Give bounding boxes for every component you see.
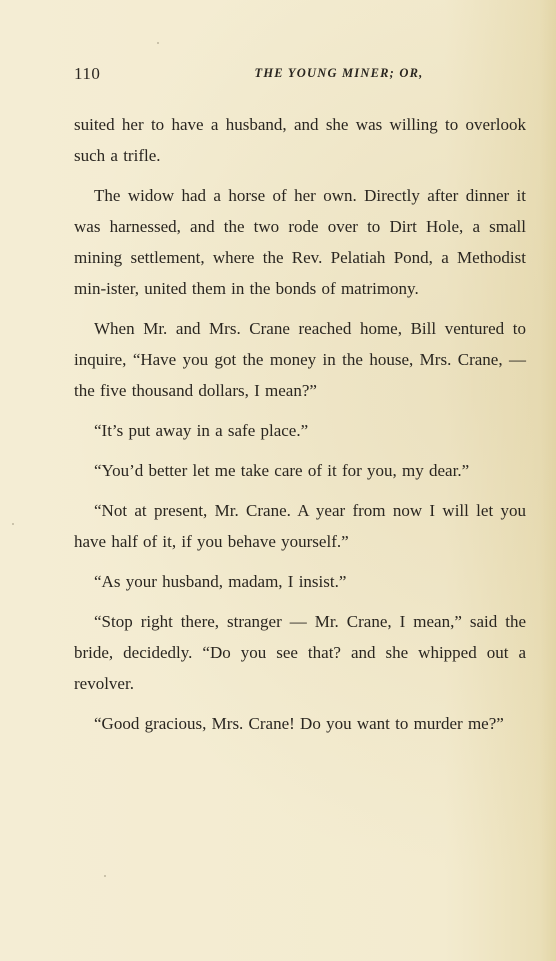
paragraph: suited her to have a husband, and she was willing to overlook such a trifle. bbox=[74, 115, 526, 165]
paragraph: When Mr. and Mrs. Crane reached home, Bill ventured to inquire, “Have you got the money in the house, Mrs. Crane, — the five thousand dollars, I mean?” bbox=[74, 319, 526, 400]
paragraph: “It’s put away in a safe place.” bbox=[94, 421, 309, 440]
paper-speck bbox=[157, 42, 159, 44]
page-number: 110 bbox=[74, 64, 101, 83]
paragraph: “Stop right there, stranger — Mr. Crane, I mean,” said the bride, decidedly. “Do you see that? and she whipped out a revolver. bbox=[74, 612, 526, 693]
running-title: THE YOUNG MINER; OR, bbox=[254, 66, 424, 80]
paragraph: “As your husband, madam, I insist.” bbox=[94, 572, 347, 591]
body-text bbox=[74, 109, 526, 748]
paragraph: The widow had a horse of her own. Directly after dinner it was harnessed, and the two rode over to Dirt Hole, a small mining settlement, where the Rev. Pelatiah Pond, a Methodist min-ister, united them in the bonds of matrimony. bbox=[74, 186, 526, 298]
paragraph: “Not at present, Mr. Crane. A year from now I will let you have half of it, if you behave yourself.” bbox=[74, 501, 526, 551]
paper-speck bbox=[12, 523, 14, 525]
paragraph: “You’d better let me take care of it for you, my dear.” bbox=[94, 461, 470, 480]
running-head bbox=[74, 64, 526, 86]
paper-speck bbox=[104, 875, 106, 877]
paragraph: “Good gracious, Mrs. Crane! Do you want to murder me?” bbox=[94, 714, 504, 733]
